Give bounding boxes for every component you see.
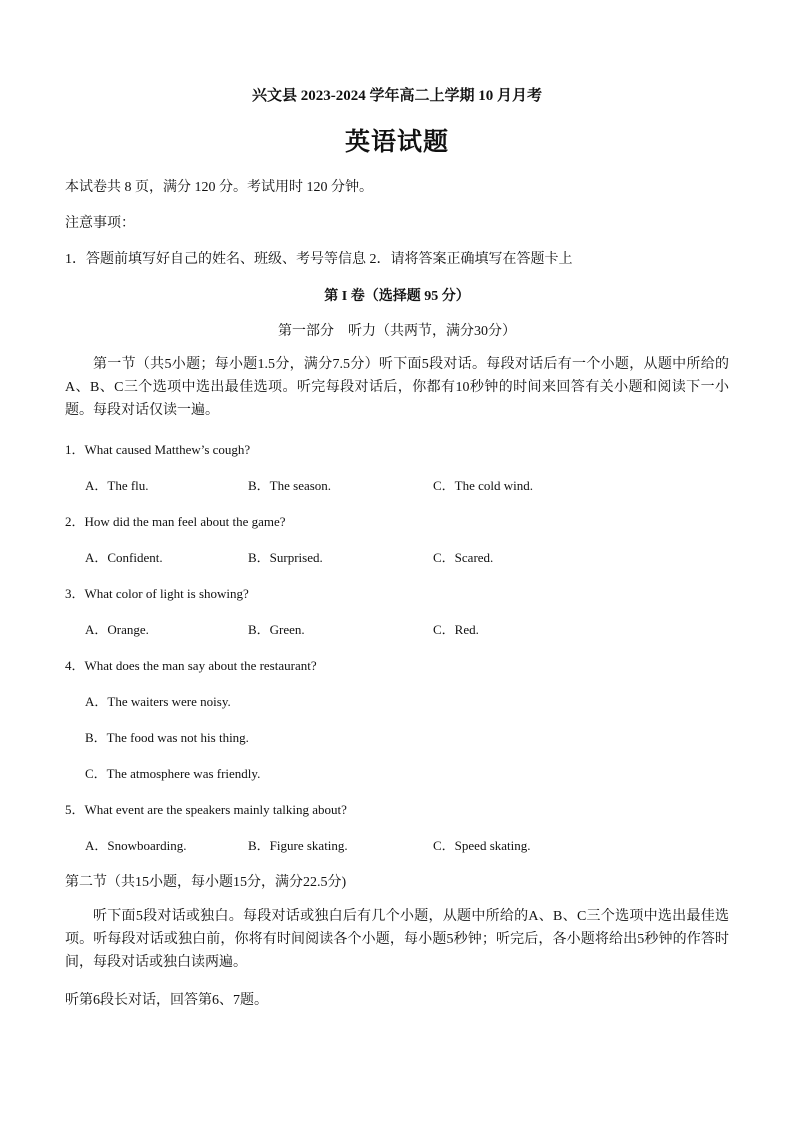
question-stem: 3．What color of light is showing? <box>65 586 249 601</box>
exam-info: 本试卷共 8 页，满分 120 分。考试用时 120 分钟。 <box>65 180 373 195</box>
option-b: B．Green. <box>248 622 305 637</box>
option-a: A．Orange. <box>85 622 149 637</box>
question-stem: 1．What caused Matthew’s cough? <box>65 442 251 457</box>
question-stem: 5．What event are the speakers mainly talking about? <box>65 802 347 817</box>
question-stem: 4．What does the man say about the restaurant? <box>65 658 317 673</box>
option-c: C．The atmosphere was friendly. <box>85 766 261 781</box>
option-c: C．Speed skating. <box>433 838 531 853</box>
option-b: B．Figure skating. <box>248 838 348 853</box>
notes-label: 注意事项： <box>65 216 135 231</box>
part-one-title: 第一部分 听力（共两节，满分30分） <box>278 324 516 339</box>
notes-text: 1．答题前填写好自己的姓名、班级、考号等信息 2．请将答案正确填写在答题卡上 <box>65 252 573 267</box>
option-b: B．The season. <box>248 478 332 493</box>
option-b: B．Surprised. <box>248 550 323 565</box>
dialogue-prompt: 听第6段长对话，回答第6、7题。 <box>65 993 268 1008</box>
question-stem: 2．How did the man feel about the game? <box>65 514 286 529</box>
option-a: A．The flu. <box>85 478 149 493</box>
section-two-instructions: 听下面5段对话或独白。每段对话或独白后有几个小题，从题中所给的A、B、C三个选项中选出最佳选项。听每段对话或独白前，你将有时间阅读各个小题，每小题5秒钟；听完后，各小题将给出5秒钟的作答时间，每段对话或独白读两遍。 <box>65 909 729 970</box>
option-a: A．Snowboarding. <box>85 838 187 853</box>
exam-title: 兴文县 2023-2024 学年高二上学期 10 月月考 <box>252 88 542 104</box>
option-b: B．The food was not his thing. <box>85 730 249 745</box>
option-a: A．The waiters were noisy. <box>85 694 231 709</box>
option-a: A．Confident. <box>85 550 163 565</box>
option-c: C．The cold wind. <box>433 478 534 493</box>
option-c: C．Red. <box>433 622 479 637</box>
section-one-instructions: 第一节（共5小题；每小题1.5分，满分7.5分）听下面5段对话。每段对话后有一个小题，从题中所给的A、B、C三个选项中选出最佳选项。听完每段对话后，你都有10秒钟的时间来回答有关小题和阅读下一小题。每段对话仅读一遍。 <box>65 357 729 418</box>
section-two-title: 第二节（共15小题，每小题15分，满分22.5分) <box>65 875 347 890</box>
subject-title: 英语试题 <box>344 127 449 156</box>
option-c: C．Scared. <box>433 550 494 565</box>
volume-title: 第 I 卷（选择题 95 分） <box>324 289 470 304</box>
